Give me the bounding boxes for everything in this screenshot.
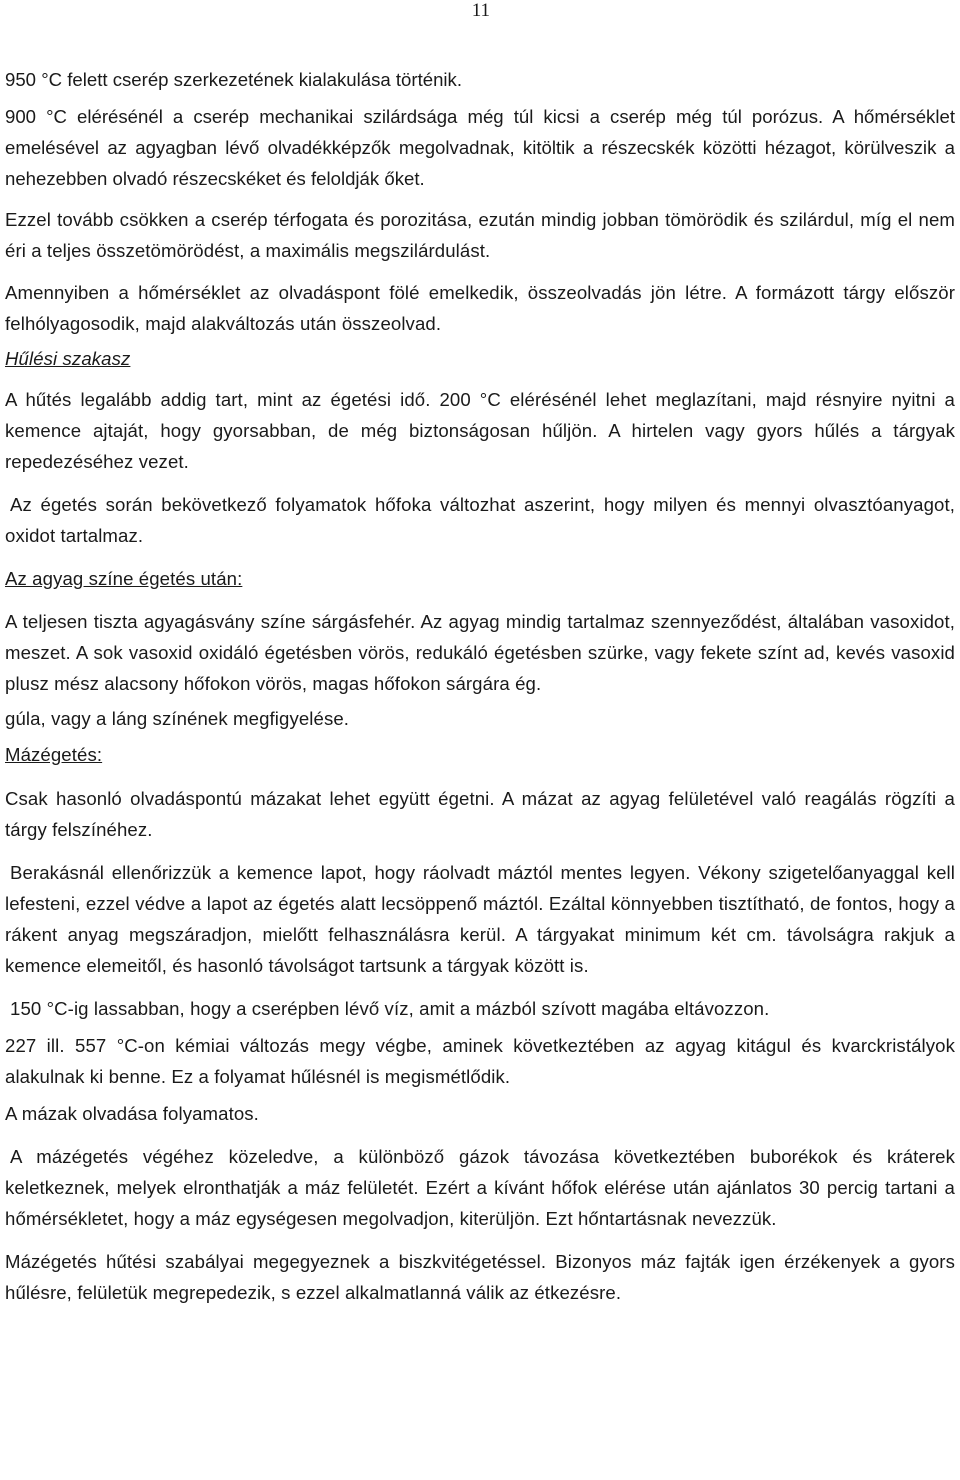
page-number: 11 (471, 0, 490, 21)
paragraph-7: A teljesen tiszta agyagásvány színe sárgásfehér. Az agyag mindig tartalmaz szennyeződést, általában vasoxidot, meszet. A sok vasoxid oxidáló égetésben vörös, redukáló égetésben szürke, vagy fekete színt ad, kevés vasoxid plusz mész alacsony hőfokon vörös, magas hőfokon sárgára ég. (5, 611, 955, 694)
section-heading-cooling: Hűlési szakasz (5, 348, 131, 369)
paragraph-6: Az égetés során bekövetkező folyamatok hőfoka változhat aszerint, hogy milyen és mennyi olvasztóanyagot, oxidot tartalmaz. (5, 494, 955, 546)
paragraph-8: gúla, vagy a láng színének megfigyelése. (5, 708, 350, 729)
section-heading-glaze-firing: Mázégetés: (5, 744, 103, 765)
paragraph-11: 150 °C-ig lassabban, hogy a cserépben lévő víz, amit a mázból szívott magába eltávozzon. (10, 998, 770, 1019)
paragraph-3: Ezzel tovább csökken a cserép térfogata és porozitása, ezután mindig jobban tömörödik és szilárdul, míg el nem éri a teljes összetömörödést, a maximális megszilárdulást. (5, 209, 955, 261)
paragraph-13: A mázak olvadása folyamatos. (5, 1103, 259, 1124)
paragraph-4: Amennyiben a hőmérséklet az olvadáspont fölé emelkedik, összeolvadás jön létre. A formázott tárgy először felhólyagosodik, majd alakváltozás után összeolvad. (5, 282, 955, 334)
paragraph-10: Berakásnál ellenőrizzük a kemence lapot, hogy ráolvadt máztól mentes legyen. Vékony szigetelőanyaggal kell lefesteni, ezzel védve a lapot az égetés alatt lecsöppenő máztól. Ezáltal könnyebben tisztítható, de fontos, hogy a rákent anyag megszáradjon, mielőtt felhasználásra kerül. A tárgyakat minimum két cm. távolságra rakjuk a kemence elemeitől, és hasonló távolságot tartsunk a tárgyak között is. (5, 862, 955, 976)
document-body (5, 64, 955, 1308)
paragraph-1: 950 °C felett cserép szerkezetének kialakulása történik. (5, 69, 463, 90)
paragraph-15: Mázégetés hűtési szabályai megegyeznek a biszkvitégetéssel. Bizonyos máz fajták igen érzékenyek a gyors hűlésre, felületük megrepedezik, s ezzel alkalmatlanná válik az étkezésre. (5, 1251, 955, 1303)
section-heading-clay-color: Az agyag színe égetés után: (5, 568, 243, 589)
paragraph-9: Csak hasonló olvadáspontú mázakat lehet együtt égetni. A mázat az agyag felületével való reagálás rögzíti a tárgy felszínéhez. (5, 788, 955, 840)
paragraph-2: 900 °C elérésénél a cserép mechanikai szilárdsága még túl kicsi a cserép még túl porózus. A hőmérséklet emelésével az agyagban lévő olvadékképzők megolvadnak, kitöltik a részecskék közötti hézagot, körülveszik a nehezebben olvadó részecskéket és feloldják őket. (5, 106, 955, 189)
paragraph-12: 227 ill. 557 °C-on kémiai változás megy végbe, aminek következtében az agyag kitágul és kvarckristályok alakulnak ki benne. Ez a folyamat hűlésnél is megismétlődik. (5, 1035, 955, 1087)
paragraph-5: A hűtés legalább addig tart, mint az égetési idő. 200 °C elérésénél lehet meglazítani, majd résnyire nyitni a kemence ajtaját, hogy gyorsabban, de még biztonságosan hűljön. A hirtelen vagy gyors hűlés a tárgyak repedezéséhez vezet. (5, 389, 955, 472)
paragraph-14: A mázégetés végéhez közeledve, a különböző gázok távozása következtében buborékok és kráterek keletkeznek, melyek elronthatják a máz felületét. Ezért a kívánt hőfok elérése után ajánlatos 30 percig tartani a hőmérsékletet, hogy a máz egységesen megolvadjon, kiterüljön. Ezt hőntartásnak nevezzük. (5, 1146, 955, 1229)
